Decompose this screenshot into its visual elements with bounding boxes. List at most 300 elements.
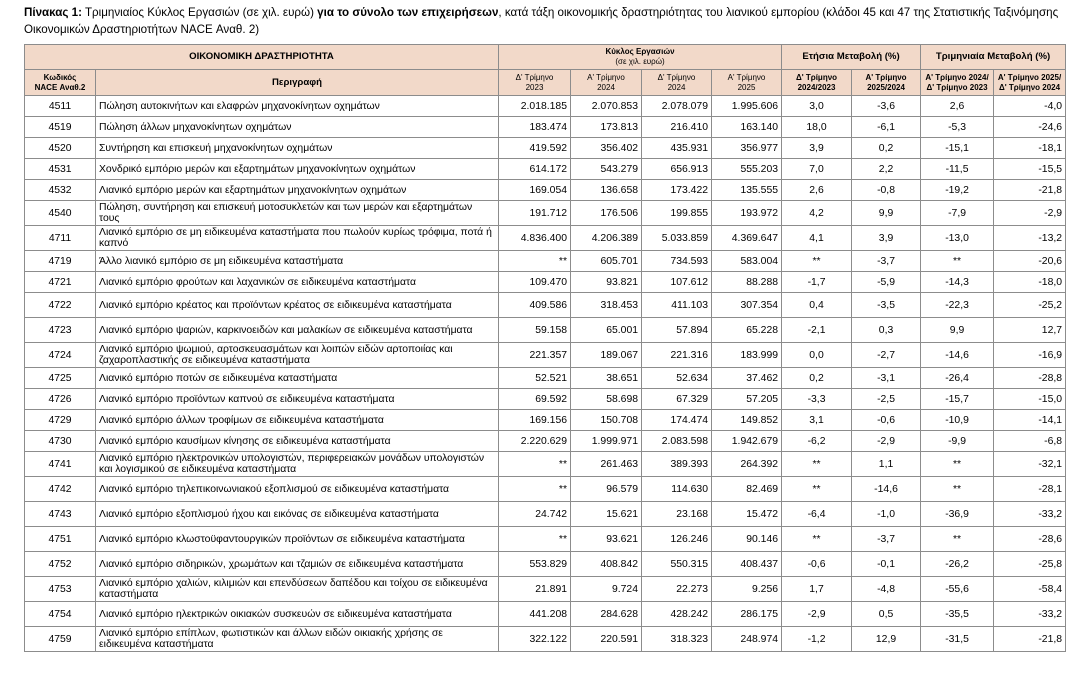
turnover-q4-2024-cell: 428.242 bbox=[642, 602, 712, 627]
annual-change-q1-cell: 12,9 bbox=[852, 627, 921, 652]
turnover-q4-2023-cell: ** bbox=[499, 251, 571, 272]
turnover-q4-2023-cell: 221.357 bbox=[499, 343, 571, 368]
annual-change-q4-cell: -6,4 bbox=[782, 502, 852, 527]
turnover-q4-2023-cell: ** bbox=[499, 452, 571, 477]
quarterly-change-2025-cell: -28,8 bbox=[994, 368, 1066, 389]
turnover-q1-2024-cell: 93.821 bbox=[571, 272, 642, 293]
description-cell: Πώληση, συντήρηση και επισκευή μοτοσυκλετών και των μερών και εξαρτημάτων τους bbox=[96, 201, 499, 226]
table-row bbox=[25, 431, 1066, 452]
turnover-q4-2024-cell: 389.393 bbox=[642, 452, 712, 477]
annual-change-q1-cell: -5,9 bbox=[852, 272, 921, 293]
table-row bbox=[25, 117, 1066, 138]
turnover-q1-2025-cell: 149.852 bbox=[712, 410, 782, 431]
turnover-q1-2024-cell: 220.591 bbox=[571, 627, 642, 652]
code-cell: 4719 bbox=[25, 251, 96, 272]
quarterly-change-2025-cell: -20,6 bbox=[994, 251, 1066, 272]
quarterly-change-2024-cell: -55,6 bbox=[921, 577, 994, 602]
annual-change-q1-cell: -0,6 bbox=[852, 410, 921, 431]
turnover-q1-2024-cell: 176.506 bbox=[571, 201, 642, 226]
turnover-q1-2024-cell: 4.206.389 bbox=[571, 226, 642, 251]
quarterly-change-2024-cell: ** bbox=[921, 251, 994, 272]
description-cell: Πώληση άλλων μηχανοκίνητων οχημάτων bbox=[96, 117, 499, 138]
annual-change-q4-cell: -3,3 bbox=[782, 389, 852, 410]
description-cell: Λιανικό εμπόριο τηλεπικοινωνιακού εξοπλισμού σε ειδικευμένα καταστήματα bbox=[96, 477, 499, 502]
turnover-q1-2024-cell: 408.842 bbox=[571, 552, 642, 577]
table-caption bbox=[24, 4, 1064, 38]
annual-change-q4-cell: 3,0 bbox=[782, 96, 852, 117]
code-cell: 4753 bbox=[25, 577, 96, 602]
turnover-q4-2023-cell: 2.220.629 bbox=[499, 431, 571, 452]
code-cell: 4743 bbox=[25, 502, 96, 527]
annual-change-q4-cell: ** bbox=[782, 477, 852, 502]
turnover-q1-2024-cell: 38.651 bbox=[571, 368, 642, 389]
annual-change-q4-cell: 4,1 bbox=[782, 226, 852, 251]
table-row bbox=[25, 293, 1066, 318]
turnover-q1-2024-cell: 543.279 bbox=[571, 159, 642, 180]
turnover-q1-2024-cell: 2.070.853 bbox=[571, 96, 642, 117]
quarterly-change-2025-cell: -14,1 bbox=[994, 410, 1066, 431]
turnover-q1-2024-cell: 65.001 bbox=[571, 318, 642, 343]
turnover-q1-2025-cell: 37.462 bbox=[712, 368, 782, 389]
turnover-q1-2024-cell: 1.999.971 bbox=[571, 431, 642, 452]
table-row bbox=[25, 251, 1066, 272]
turnover-q1-2025-cell: 163.140 bbox=[712, 117, 782, 138]
header-q1-2024-l2: 2024 bbox=[597, 82, 615, 92]
header-q4-2023-l2: 2023 bbox=[525, 82, 544, 92]
header-annual-q1-l1: Α' Τρίμηνο bbox=[865, 72, 907, 82]
description-cell: Λιανικό εμπόριο ψωμιού, αρτοσκευασμάτων και λοιπών ειδών αρτοποιίας και ζαχαροπλαστικής σε ειδικευμένα καταστήματα bbox=[96, 343, 499, 368]
annual-change-q4-cell: 4,2 bbox=[782, 201, 852, 226]
annual-change-q4-cell: 3,9 bbox=[782, 138, 852, 159]
turnover-q4-2023-cell: 169.054 bbox=[499, 180, 571, 201]
turnover-q1-2025-cell: 356.977 bbox=[712, 138, 782, 159]
description-cell: Λιανικό εμπόριο κρέατος και προϊόντων κρέατος σε ειδικευμένα καταστήματα bbox=[96, 293, 499, 318]
code-cell: 4540 bbox=[25, 201, 96, 226]
table-row bbox=[25, 577, 1066, 602]
annual-change-q1-cell: -3,7 bbox=[852, 527, 921, 552]
caption-text-1: Τριμηνιαίος Κύκλος Εργασιών (σε χιλ. ευρώ) bbox=[81, 6, 318, 19]
turnover-table bbox=[24, 44, 1066, 652]
turnover-q1-2025-cell: 1.995.606 bbox=[712, 96, 782, 117]
annual-change-q4-cell: 2,6 bbox=[782, 180, 852, 201]
turnover-q4-2024-cell: 199.855 bbox=[642, 201, 712, 226]
table-row bbox=[25, 201, 1066, 226]
code-cell: 4520 bbox=[25, 138, 96, 159]
quarterly-change-2025-cell: -6,8 bbox=[994, 431, 1066, 452]
annual-change-q1-cell: -3,5 bbox=[852, 293, 921, 318]
turnover-q4-2024-cell: 5.033.859 bbox=[642, 226, 712, 251]
turnover-q1-2025-cell: 193.972 bbox=[712, 201, 782, 226]
table-row bbox=[25, 502, 1066, 527]
quarterly-change-2025-cell: -21,8 bbox=[994, 627, 1066, 652]
table-row bbox=[25, 138, 1066, 159]
annual-change-q1-cell: -14,6 bbox=[852, 477, 921, 502]
turnover-q4-2024-cell: 550.315 bbox=[642, 552, 712, 577]
header-quarterly-2025-l1: Α' Τρίμηνο 2025/ bbox=[997, 72, 1062, 82]
annual-change-q1-cell: -1,0 bbox=[852, 502, 921, 527]
quarterly-change-2025-cell: -15,5 bbox=[994, 159, 1066, 180]
quarterly-change-2024-cell: -15,1 bbox=[921, 138, 994, 159]
code-cell: 4751 bbox=[25, 527, 96, 552]
quarterly-change-2024-cell: -19,2 bbox=[921, 180, 994, 201]
header-code-l2: NACE Αναθ.2 bbox=[34, 82, 86, 92]
turnover-q4-2023-cell: 109.470 bbox=[499, 272, 571, 293]
header-annual-q4-l1: Δ' Τρίμηνο bbox=[795, 72, 838, 82]
annual-change-q4-cell: -2,9 bbox=[782, 602, 852, 627]
turnover-q4-2024-cell: 114.630 bbox=[642, 477, 712, 502]
turnover-q1-2024-cell: 605.701 bbox=[571, 251, 642, 272]
quarterly-change-2025-cell: -2,9 bbox=[994, 201, 1066, 226]
annual-change-q4-cell: -1,7 bbox=[782, 272, 852, 293]
description-cell: Άλλο λιανικό εμπόριο σε μη ειδικευμένα καταστήματα bbox=[96, 251, 499, 272]
turnover-q4-2024-cell: 2.083.598 bbox=[642, 431, 712, 452]
quarterly-change-2025-cell: -33,2 bbox=[994, 502, 1066, 527]
quarterly-change-2024-cell: -35,5 bbox=[921, 602, 994, 627]
description-cell: Πώληση αυτοκινήτων και ελαφρών μηχανοκίνητων οχημάτων bbox=[96, 96, 499, 117]
header-description: Περιγραφή bbox=[96, 70, 499, 96]
code-cell: 4531 bbox=[25, 159, 96, 180]
turnover-q1-2024-cell: 356.402 bbox=[571, 138, 642, 159]
turnover-q4-2024-cell: 2.078.079 bbox=[642, 96, 712, 117]
quarterly-change-2024-cell: -13,0 bbox=[921, 226, 994, 251]
turnover-q1-2025-cell: 183.999 bbox=[712, 343, 782, 368]
turnover-q4-2023-cell: 21.891 bbox=[499, 577, 571, 602]
table-row bbox=[25, 389, 1066, 410]
header-quarterly-2025 bbox=[994, 70, 1066, 96]
quarterly-change-2025-cell: -4,0 bbox=[994, 96, 1066, 117]
table-row bbox=[25, 159, 1066, 180]
table-row bbox=[25, 343, 1066, 368]
table-row bbox=[25, 452, 1066, 477]
quarterly-change-2025-cell: -32,1 bbox=[994, 452, 1066, 477]
annual-change-q1-cell: 2,2 bbox=[852, 159, 921, 180]
code-cell: 4754 bbox=[25, 602, 96, 627]
annual-change-q4-cell: ** bbox=[782, 251, 852, 272]
turnover-q1-2024-cell: 58.698 bbox=[571, 389, 642, 410]
quarterly-change-2024-cell: ** bbox=[921, 477, 994, 502]
turnover-q4-2023-cell: 4.836.400 bbox=[499, 226, 571, 251]
description-cell: Συντήρηση και επισκευή μηχανοκίνητων οχημάτων bbox=[96, 138, 499, 159]
turnover-q4-2024-cell: 52.634 bbox=[642, 368, 712, 389]
quarterly-change-2025-cell: -58,4 bbox=[994, 577, 1066, 602]
turnover-q4-2023-cell: 52.521 bbox=[499, 368, 571, 389]
annual-change-q4-cell: 0,2 bbox=[782, 368, 852, 389]
turnover-q1-2025-cell: 65.228 bbox=[712, 318, 782, 343]
header-q4-2024-l2: 2024 bbox=[667, 82, 686, 92]
turnover-q4-2024-cell: 174.474 bbox=[642, 410, 712, 431]
description-cell: Λιανικό εμπόριο μερών και εξαρτημάτων μηχανοκίνητων οχημάτων bbox=[96, 180, 499, 201]
turnover-q4-2024-cell: 126.246 bbox=[642, 527, 712, 552]
annual-change-q1-cell: -3,7 bbox=[852, 251, 921, 272]
turnover-q1-2025-cell: 583.004 bbox=[712, 251, 782, 272]
quarterly-change-2024-cell: 9,9 bbox=[921, 318, 994, 343]
annual-change-q4-cell: 1,7 bbox=[782, 577, 852, 602]
turnover-q4-2024-cell: 57.894 bbox=[642, 318, 712, 343]
turnover-q1-2025-cell: 88.288 bbox=[712, 272, 782, 293]
table-row bbox=[25, 477, 1066, 502]
annual-change-q1-cell: -4,8 bbox=[852, 577, 921, 602]
annual-change-q1-cell: 0,5 bbox=[852, 602, 921, 627]
header-annual-q4-l2: 2024/2023 bbox=[797, 82, 836, 92]
quarterly-change-2025-cell: -21,8 bbox=[994, 180, 1066, 201]
quarterly-change-2025-cell: -24,6 bbox=[994, 117, 1066, 138]
annual-change-q4-cell: 3,1 bbox=[782, 410, 852, 431]
turnover-q4-2023-cell: 24.742 bbox=[499, 502, 571, 527]
turnover-q4-2024-cell: 107.612 bbox=[642, 272, 712, 293]
turnover-q4-2023-cell: 322.122 bbox=[499, 627, 571, 652]
turnover-q4-2023-cell: 191.712 bbox=[499, 201, 571, 226]
header-q4-2023-l1: Δ' Τρίμηνο bbox=[515, 72, 554, 82]
annual-change-q1-cell: -2,9 bbox=[852, 431, 921, 452]
header-quarterly-2024-l1: Α' Τρίμηνο 2024/ bbox=[925, 72, 989, 82]
header-annual-q4 bbox=[782, 70, 852, 96]
table-row bbox=[25, 602, 1066, 627]
annual-change-q1-cell: -0,8 bbox=[852, 180, 921, 201]
description-cell: Χονδρικό εμπόριο μερών και εξαρτημάτων μηχανοκίνητων οχημάτων bbox=[96, 159, 499, 180]
code-cell: 4729 bbox=[25, 410, 96, 431]
annual-change-q1-cell: -2,5 bbox=[852, 389, 921, 410]
description-cell: Λιανικό εμπόριο εξοπλισμού ήχου και εικόνας σε ειδικευμένα καταστήματα bbox=[96, 502, 499, 527]
code-cell: 4721 bbox=[25, 272, 96, 293]
turnover-q4-2024-cell: 221.316 bbox=[642, 343, 712, 368]
annual-change-q1-cell: -6,1 bbox=[852, 117, 921, 138]
table-row bbox=[25, 410, 1066, 431]
header-q1-2025-l2: 2025 bbox=[737, 82, 756, 92]
quarterly-change-2025-cell: -28,6 bbox=[994, 527, 1066, 552]
turnover-q4-2024-cell: 216.410 bbox=[642, 117, 712, 138]
quarterly-change-2025-cell: -18,0 bbox=[994, 272, 1066, 293]
annual-change-q4-cell: ** bbox=[782, 527, 852, 552]
turnover-q4-2023-cell: 614.172 bbox=[499, 159, 571, 180]
turnover-q4-2023-cell: ** bbox=[499, 477, 571, 502]
turnover-q1-2025-cell: 1.942.679 bbox=[712, 431, 782, 452]
header-turnover-title: Κύκλος Εργασιών bbox=[605, 47, 675, 56]
header-quarterly-2024 bbox=[921, 70, 994, 96]
turnover-q1-2025-cell: 307.354 bbox=[712, 293, 782, 318]
table-row bbox=[25, 318, 1066, 343]
code-cell: 4532 bbox=[25, 180, 96, 201]
table-row bbox=[25, 527, 1066, 552]
header-q1-2025-l1: Α' Τρίμηνο bbox=[727, 72, 766, 82]
turnover-q4-2023-cell: 183.474 bbox=[499, 117, 571, 138]
header-q4-2023 bbox=[499, 70, 571, 96]
turnover-q4-2024-cell: 318.323 bbox=[642, 627, 712, 652]
code-cell: 4726 bbox=[25, 389, 96, 410]
description-cell: Λιανικό εμπόριο φρούτων και λαχανικών σε ειδικευμένα καταστήματα bbox=[96, 272, 499, 293]
description-cell: Λιανικό εμπόριο επίπλων, φωτιστικών και άλλων ειδών οικιακής χρήσης σε ειδικευμένα καταστήματα bbox=[96, 627, 499, 652]
turnover-q4-2023-cell: 169.156 bbox=[499, 410, 571, 431]
annual-change-q1-cell: -3,6 bbox=[852, 96, 921, 117]
annual-change-q4-cell: -0,6 bbox=[782, 552, 852, 577]
turnover-q4-2024-cell: 173.422 bbox=[642, 180, 712, 201]
header-annual-q1-l2: 2025/2024 bbox=[867, 82, 905, 92]
quarterly-change-2024-cell: -26,2 bbox=[921, 552, 994, 577]
table-row bbox=[25, 627, 1066, 652]
table-row bbox=[25, 226, 1066, 251]
caption-text-2: , κατά τάξη οικονομικής δραστηριότητας του λιανικού εμπορίου (κλάδοι 45 και 47 της Στατιστικής Ταξινόμησης Οικονομικών Δραστηριοτήτων NACE Αναθ. 2) bbox=[24, 6, 1059, 36]
turnover-q1-2025-cell: 408.437 bbox=[712, 552, 782, 577]
turnover-q1-2025-cell: 9.256 bbox=[712, 577, 782, 602]
turnover-q1-2025-cell: 286.175 bbox=[712, 602, 782, 627]
turnover-q4-2024-cell: 67.329 bbox=[642, 389, 712, 410]
turnover-q4-2023-cell: 419.592 bbox=[499, 138, 571, 159]
turnover-q1-2024-cell: 9.724 bbox=[571, 577, 642, 602]
header-q1-2024 bbox=[571, 70, 642, 96]
turnover-q1-2024-cell: 173.813 bbox=[571, 117, 642, 138]
header-q1-2024-l1: Α' Τρίμηνο bbox=[587, 72, 625, 82]
annual-change-q1-cell: 1,1 bbox=[852, 452, 921, 477]
header-q1-2025 bbox=[712, 70, 782, 96]
header-turnover-unit: (σε χιλ. ευρώ) bbox=[615, 57, 665, 66]
turnover-q1-2025-cell: 57.205 bbox=[712, 389, 782, 410]
quarterly-change-2024-cell: -22,3 bbox=[921, 293, 994, 318]
quarterly-change-2024-cell: 2,6 bbox=[921, 96, 994, 117]
description-cell: Λιανικό εμπόριο καυσίμων κίνησης σε ειδικευμένα καταστήματα bbox=[96, 431, 499, 452]
turnover-q1-2024-cell: 136.658 bbox=[571, 180, 642, 201]
header-quarterly-2024-l2: Δ' Τρίμηνο 2023 bbox=[926, 82, 988, 92]
quarterly-change-2024-cell: ** bbox=[921, 452, 994, 477]
header-activity: ΟΙΚΟΝΟΜΙΚΗ ΔΡΑΣΤΗΡΙΟΤΗΤΑ bbox=[25, 45, 499, 70]
code-cell: 4711 bbox=[25, 226, 96, 251]
header-q4-2024-l1: Δ' Τρίμηνο bbox=[657, 72, 696, 82]
header-code bbox=[25, 70, 96, 96]
description-cell: Λιανικό εμπόριο προϊόντων καπνού σε ειδικευμένα καταστήματα bbox=[96, 389, 499, 410]
turnover-q1-2024-cell: 189.067 bbox=[571, 343, 642, 368]
quarterly-change-2024-cell: -11,5 bbox=[921, 159, 994, 180]
quarterly-change-2025-cell: -33,2 bbox=[994, 602, 1066, 627]
turnover-q1-2024-cell: 96.579 bbox=[571, 477, 642, 502]
header-annual-q1 bbox=[852, 70, 921, 96]
table-row bbox=[25, 180, 1066, 201]
turnover-q4-2024-cell: 734.593 bbox=[642, 251, 712, 272]
description-cell: Λιανικό εμπόριο ηλεκτρικών οικιακών συσκευών σε ειδικευμένα καταστήματα bbox=[96, 602, 499, 627]
code-cell: 4730 bbox=[25, 431, 96, 452]
quarterly-change-2024-cell: -14,3 bbox=[921, 272, 994, 293]
quarterly-change-2025-cell: -25,8 bbox=[994, 552, 1066, 577]
header-row-2 bbox=[25, 70, 1066, 96]
quarterly-change-2024-cell: -36,9 bbox=[921, 502, 994, 527]
turnover-q4-2024-cell: 23.168 bbox=[642, 502, 712, 527]
code-cell: 4742 bbox=[25, 477, 96, 502]
turnover-q4-2024-cell: 435.931 bbox=[642, 138, 712, 159]
annual-change-q1-cell: 0,2 bbox=[852, 138, 921, 159]
annual-change-q1-cell: -0,1 bbox=[852, 552, 921, 577]
code-cell: 4725 bbox=[25, 368, 96, 389]
quarterly-change-2025-cell: -28,1 bbox=[994, 477, 1066, 502]
table-row bbox=[25, 96, 1066, 117]
code-cell: 4752 bbox=[25, 552, 96, 577]
description-cell: Λιανικό εμπόριο ποτών σε ειδικευμένα καταστήματα bbox=[96, 368, 499, 389]
code-cell: 4723 bbox=[25, 318, 96, 343]
table-body bbox=[25, 96, 1066, 652]
turnover-q4-2023-cell: 441.208 bbox=[499, 602, 571, 627]
annual-change-q1-cell: 3,9 bbox=[852, 226, 921, 251]
annual-change-q4-cell: 7,0 bbox=[782, 159, 852, 180]
table-row bbox=[25, 368, 1066, 389]
turnover-q1-2025-cell: 4.369.647 bbox=[712, 226, 782, 251]
quarterly-change-2024-cell: -31,5 bbox=[921, 627, 994, 652]
turnover-q4-2023-cell: 409.586 bbox=[499, 293, 571, 318]
annual-change-q1-cell: 9,9 bbox=[852, 201, 921, 226]
annual-change-q4-cell: -6,2 bbox=[782, 431, 852, 452]
quarterly-change-2025-cell: -25,2 bbox=[994, 293, 1066, 318]
annual-change-q4-cell: -1,2 bbox=[782, 627, 852, 652]
description-cell: Λιανικό εμπόριο σιδηρικών, χρωμάτων και τζαμιών σε ειδικευμένα καταστήματα bbox=[96, 552, 499, 577]
annual-change-q4-cell: ** bbox=[782, 452, 852, 477]
annual-change-q4-cell: 18,0 bbox=[782, 117, 852, 138]
turnover-q1-2024-cell: 15.621 bbox=[571, 502, 642, 527]
header-annual-change: Ετήσια Μεταβολή (%) bbox=[782, 45, 921, 70]
quarterly-change-2024-cell: -7,9 bbox=[921, 201, 994, 226]
description-cell: Λιανικό εμπόριο κλωστοϋφαντουργικών προϊόντων σε ειδικευμένα καταστήματα bbox=[96, 527, 499, 552]
quarterly-change-2024-cell: -10,9 bbox=[921, 410, 994, 431]
header-row-1 bbox=[25, 45, 1066, 70]
description-cell: Λιανικό εμπόριο άλλων τροφίμων σε ειδικευμένα καταστήματα bbox=[96, 410, 499, 431]
turnover-q4-2023-cell: 69.592 bbox=[499, 389, 571, 410]
caption-bold-text: για το σύνολο των επιχειρήσεων bbox=[317, 6, 499, 19]
code-cell: 4724 bbox=[25, 343, 96, 368]
turnover-q1-2025-cell: 15.472 bbox=[712, 502, 782, 527]
header-quarterly-change: Τριμηνιαία Μεταβολή (%) bbox=[921, 45, 1066, 70]
code-cell: 4519 bbox=[25, 117, 96, 138]
code-cell: 4759 bbox=[25, 627, 96, 652]
turnover-q4-2024-cell: 656.913 bbox=[642, 159, 712, 180]
turnover-q1-2025-cell: 135.555 bbox=[712, 180, 782, 201]
annual-change-q1-cell: -2,7 bbox=[852, 343, 921, 368]
code-cell: 4741 bbox=[25, 452, 96, 477]
annual-change-q1-cell: -3,1 bbox=[852, 368, 921, 389]
quarterly-change-2025-cell: -18,1 bbox=[994, 138, 1066, 159]
header-code-l1: Κωδικός bbox=[43, 72, 77, 82]
description-cell: Λιανικό εμπόριο ηλεκτρονικών υπολογιστών, περιφερειακών μονάδων υπολογιστών και λογισμικού σε ειδικευμένα καταστήματα bbox=[96, 452, 499, 477]
description-cell: Λιανικό εμπόριο ψαριών, καρκινοειδών και μαλακίων σε ειδικευμένα καταστήματα bbox=[96, 318, 499, 343]
annual-change-q4-cell: 0,4 bbox=[782, 293, 852, 318]
turnover-q4-2024-cell: 411.103 bbox=[642, 293, 712, 318]
turnover-q4-2024-cell: 22.273 bbox=[642, 577, 712, 602]
quarterly-change-2025-cell: 12,7 bbox=[994, 318, 1066, 343]
annual-change-q4-cell: -2,1 bbox=[782, 318, 852, 343]
turnover-q1-2024-cell: 93.621 bbox=[571, 527, 642, 552]
turnover-q1-2024-cell: 150.708 bbox=[571, 410, 642, 431]
turnover-q1-2025-cell: 90.146 bbox=[712, 527, 782, 552]
table-row bbox=[25, 272, 1066, 293]
quarterly-change-2024-cell: -5,3 bbox=[921, 117, 994, 138]
turnover-q4-2023-cell: 553.829 bbox=[499, 552, 571, 577]
turnover-q4-2023-cell: ** bbox=[499, 527, 571, 552]
header-turnover bbox=[499, 45, 782, 70]
quarterly-change-2025-cell: -15,0 bbox=[994, 389, 1066, 410]
quarterly-change-2025-cell: -16,9 bbox=[994, 343, 1066, 368]
turnover-q1-2025-cell: 82.469 bbox=[712, 477, 782, 502]
description-cell: Λιανικό εμπόριο σε μη ειδικευμένα καταστήματα που πωλούν κυρίως τρόφιμα, ποτά ή καπνό bbox=[96, 226, 499, 251]
code-cell: 4722 bbox=[25, 293, 96, 318]
quarterly-change-2024-cell: -15,7 bbox=[921, 389, 994, 410]
turnover-q4-2023-cell: 59.158 bbox=[499, 318, 571, 343]
description-cell: Λιανικό εμπόριο χαλιών, κιλιμιών και επενδύσεων δαπέδου και τοίχου σε ειδικευμένα καταστήματα bbox=[96, 577, 499, 602]
quarterly-change-2024-cell: -14,6 bbox=[921, 343, 994, 368]
header-q4-2024 bbox=[642, 70, 712, 96]
turnover-q1-2025-cell: 264.392 bbox=[712, 452, 782, 477]
turnover-q1-2025-cell: 555.203 bbox=[712, 159, 782, 180]
turnover-q1-2024-cell: 261.463 bbox=[571, 452, 642, 477]
annual-change-q4-cell: 0,0 bbox=[782, 343, 852, 368]
turnover-q1-2024-cell: 284.628 bbox=[571, 602, 642, 627]
quarterly-change-2025-cell: -13,2 bbox=[994, 226, 1066, 251]
header-quarterly-2025-l2: Δ' Τρίμηνο 2024 bbox=[998, 82, 1061, 92]
quarterly-change-2024-cell: ** bbox=[921, 527, 994, 552]
code-cell: 4511 bbox=[25, 96, 96, 117]
caption-label: Πίνακας 1: bbox=[24, 6, 82, 19]
